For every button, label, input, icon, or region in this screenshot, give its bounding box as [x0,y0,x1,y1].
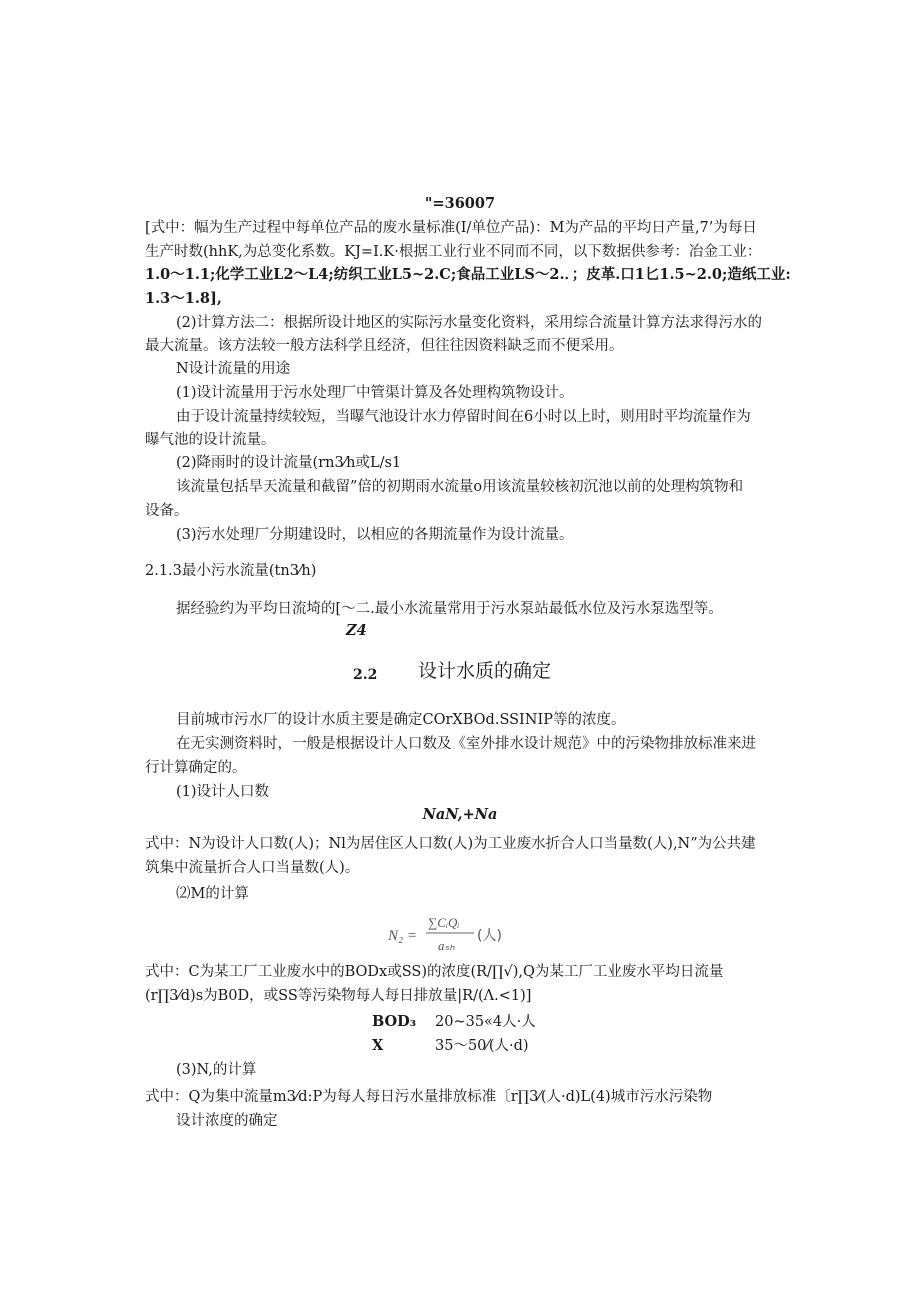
text-line: [式中：幅为生产过程中每单位产品的废水量标准(I/单位产品)：M为产品的平均日产量,7’为每日 [145,220,757,236]
text-line: 行计算确定的。 [145,760,247,776]
formula-line: NaN,+Na [422,806,498,823]
text-line: (1)设计流量用于污水处理厂中管渠计算及各处理构筑物设计。 [176,385,574,401]
text-line: Z4 [346,622,367,639]
text-line: 目前城市污水厂的设计水质主要是确定COrXBOd.SSINIP等的浓度。 [176,712,626,728]
text-line: 筑集中流量折合人口当量数(人)。 [145,860,360,876]
text-line: N设计流量的用途 [176,361,291,377]
formula-top: "=36007 [424,195,496,212]
text-line: 最大流量。该方法较一般方法科学且经济，但往往因资料缺乏而不便采用。 [145,338,624,354]
table-cell: 20~35«4人·人 [435,1014,536,1030]
text-line: (2)降雨时的设计流量(rn3⁄h或L/s1 [176,455,402,471]
equation-numerator: ∑CᵢQᵢ [428,915,460,930]
text-line: (3)N,的计算 [176,1062,257,1078]
section-number: 2.2 [353,667,378,683]
text-line: 由于设计流量持续较短，当曝气池设计水力停留时间在6小时以上时，则用时平均流量作为 [176,409,751,425]
text-line: 在无实测资料时，一般是根据设计人口数及《室外排水设计规范》中的污染物排放标准来进 [176,736,756,752]
equation-unit: (人) [477,928,502,944]
formula-image [388,910,520,958]
text-line: 1.0～1.1;化学工业L2～L4;纺织工业L5~2.C;食品工业LS～2.．；皮革.口1匕1.5~2.0;造纸工业: [145,266,791,283]
text-line: 生产时数(hhK,为总变化系数。KJ=I.K·根据工业行业不同而不同，以下数据供参考：冶金工业： [145,244,762,260]
text-line: 据经验约为平均日流埼的[～二.最小水流量常用于污水泵站最低水位及污水泵选型等。 [176,601,723,617]
text-line: ⑵M的计算 [176,886,249,902]
text-line: (2)计算方法二：根据所设计地区的实际污水量变化资料，采用综合流量计算方法求得污水的 [176,315,763,331]
text-line: (1)设计人口数 [176,784,270,800]
text-line: (3)污水处理厂分期建设时，以相应的各期流量作为设计流量。 [176,527,574,543]
text-line: 设备。 [145,503,189,519]
text-line: 1.3～1.8], [145,290,222,307]
text-line: 该流量包括旱天流量和截留”倍的初期雨水流量o用该流量较核初沉池以前的处理构筑物和 [176,479,744,495]
section-title: 设计水质的确定 [418,660,552,682]
text-line: 式中：C为某工厂工业废水中的BODx或SS)的浓度(R/∏√),Q为某工厂工业废水平均日流量 [145,964,724,980]
table-cell: 35～50⁄(人·d) [435,1038,529,1054]
text-line: (r∏3⁄d)s为B0D，或SS等污染物每人每日排放量|R/(Λ.<1)] [145,988,532,1004]
subsection-heading: 2.1.3最小污水流量(tn3⁄h) [145,563,317,579]
text-line: 式中：N为设计人口数(人)；Nl为居住区人口数(人)为工业废水折合人口当量数(人),N”为公共建 [145,836,756,852]
equation-graphic [388,910,520,958]
table-cell: X [372,1037,384,1054]
table-cell: BOD₃ [372,1013,417,1030]
equation-lhs: N₂ = [388,928,418,944]
equation-denominator: aₛₕ [438,938,455,953]
text-line: 式中：Q为集中流量m3⁄d:P为每人每日污水量排放标准〔r∏3⁄(人·d)L(4)城市污水污染物 [145,1089,713,1105]
text-line: 曝气池的设计流量。 [145,432,276,448]
text-line: 设计浓度的确定 [176,1113,278,1129]
